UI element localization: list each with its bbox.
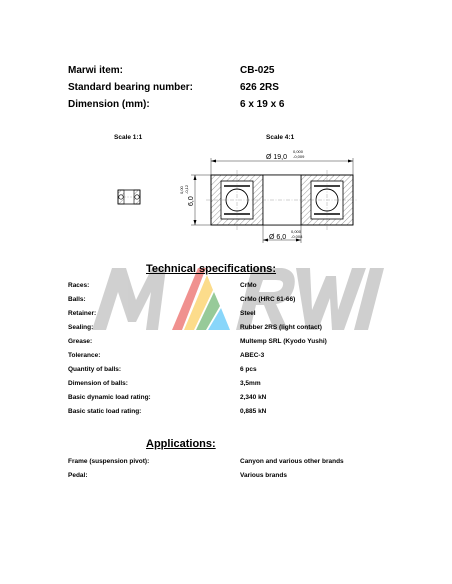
application-value-frame: Canyon and various other brands	[240, 458, 344, 465]
applications-title: Applications:	[146, 438, 216, 450]
bearing-large-view	[206, 170, 358, 230]
spec-value-quantity-of-balls: 6 pcs	[240, 366, 257, 373]
spec-value-tolerance: ABEC-3	[240, 352, 265, 359]
bearing-number-value: 626 2RS	[240, 82, 279, 93]
application-label-frame: Frame (suspension pivot):	[68, 458, 150, 465]
dim-width-tol-top: 0,00	[179, 186, 184, 194]
scale-small-label: Scale 1:1	[114, 134, 143, 141]
technical-specs-title: Technical specifications:	[146, 263, 277, 275]
spec-label-balls: Balls:	[68, 296, 86, 303]
dim-inner-tol-bottom: -0,008	[291, 234, 303, 239]
spec-value-static-load: 0,885 kN	[240, 408, 267, 415]
application-value-pedal: Various brands	[240, 472, 287, 479]
bearing-small-view	[118, 190, 140, 204]
spec-label-dynamic-load: Basic dynamic load rating:	[68, 394, 151, 401]
spec-label-quantity-of-balls: Quantity of balls:	[68, 366, 122, 373]
dim-width-text: 6,0	[188, 196, 195, 206]
spec-label-sealing: Sealing:	[68, 324, 94, 331]
dimension-inner	[263, 225, 303, 243]
spec-label-dimension-of-balls: Dimension of balls:	[68, 380, 128, 387]
item-label: Marwi item:	[68, 65, 124, 76]
spec-value-retainer: Steel	[240, 310, 256, 317]
dim-outer-text: Ø 19,0	[266, 154, 288, 161]
scale-large-label: Scale 4:1	[266, 134, 295, 141]
dim-inner-text: Ø 6,0	[269, 234, 287, 241]
spec-value-races: CrMo	[240, 282, 257, 289]
application-label-pedal: Pedal:	[68, 472, 88, 479]
spec-label-static-load: Basic static load rating:	[68, 408, 142, 415]
item-value: CB-025	[240, 65, 275, 76]
spec-label-races: Races:	[68, 282, 90, 289]
dim-outer-tol-top: 0,000	[293, 149, 304, 154]
dimension-label: Dimension (mm):	[68, 99, 150, 110]
spec-value-dimension-of-balls: 3,5mm	[240, 380, 261, 387]
dim-inner-tol-top: 0,000	[291, 229, 302, 234]
spec-label-grease: Grease:	[68, 338, 93, 345]
dimension-outer	[211, 149, 353, 175]
bearing-number-label: Standard bearing number:	[68, 82, 194, 93]
dimension-value: 6 x 19 x 6	[240, 99, 285, 110]
spec-label-tolerance: Tolerance:	[68, 352, 101, 359]
spec-value-sealing: Rubber 2RS (light contact)	[240, 324, 322, 331]
spec-label-retainer: Retainer:	[68, 310, 97, 317]
dim-outer-tol-bottom: -0,009	[293, 154, 305, 159]
spec-value-grease: Multemp SRL (Kyodo Yushi)	[240, 338, 327, 345]
dim-width-tol-bottom: -0,12	[184, 184, 189, 194]
spec-value-dynamic-load: 2,340 kN	[240, 394, 267, 401]
spec-value-balls: CrMo (HRC 61-66)	[240, 296, 296, 303]
marwi-watermark-logo	[92, 268, 384, 330]
